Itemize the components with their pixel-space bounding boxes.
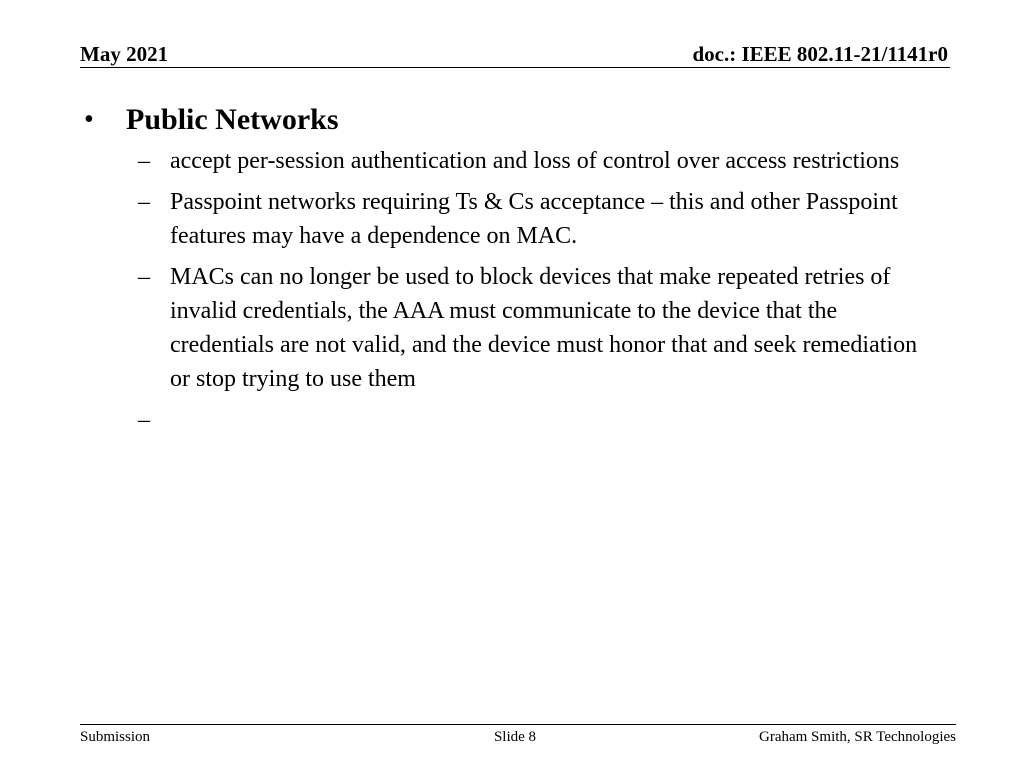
- main-bullet: [84, 100, 954, 140]
- header-doc-id: doc.: IEEE 802.11-21/1141r0: [692, 42, 948, 66]
- dash-icon: –: [138, 264, 150, 290]
- slide-content: [84, 100, 954, 444]
- sub-bullet-text: Passpoint networks requiring Ts & Cs acceptance – this and other Passpoint features may have a dependence on MAC.: [170, 189, 898, 249]
- sub-bullet-text: accept per-session authentication and loss of control over access restrictions: [170, 148, 900, 174]
- sub-bullet-item: [138, 144, 954, 178]
- sub-bullet-text: MACs can no longer be used to block devices that make repeated retries of invalid credentials, the AAA must communicate to the device that the credentials are not valid, and the device must honor that and seek remediation or stop trying to use them: [170, 264, 918, 392]
- main-bullet-heading: Public Networks: [126, 103, 339, 136]
- footer-slide-number: Slide 8: [493, 729, 537, 745]
- footer-submission: Submission: [80, 729, 151, 745]
- bullet-icon: •: [84, 104, 94, 135]
- footer-author: Graham Smith, SR Technologies: [759, 729, 956, 745]
- sub-bullet-item: [138, 260, 954, 396]
- header-divider: [80, 67, 950, 68]
- footer-divider: [80, 724, 956, 725]
- dash-icon: –: [138, 189, 150, 215]
- dash-icon: –: [138, 148, 150, 174]
- sub-bullet-item-empty: [138, 403, 954, 437]
- dash-icon: –: [138, 407, 150, 433]
- sub-bullet-item: [138, 185, 954, 253]
- header-date: May 2021: [80, 42, 169, 66]
- sub-bullet-list: [138, 144, 954, 437]
